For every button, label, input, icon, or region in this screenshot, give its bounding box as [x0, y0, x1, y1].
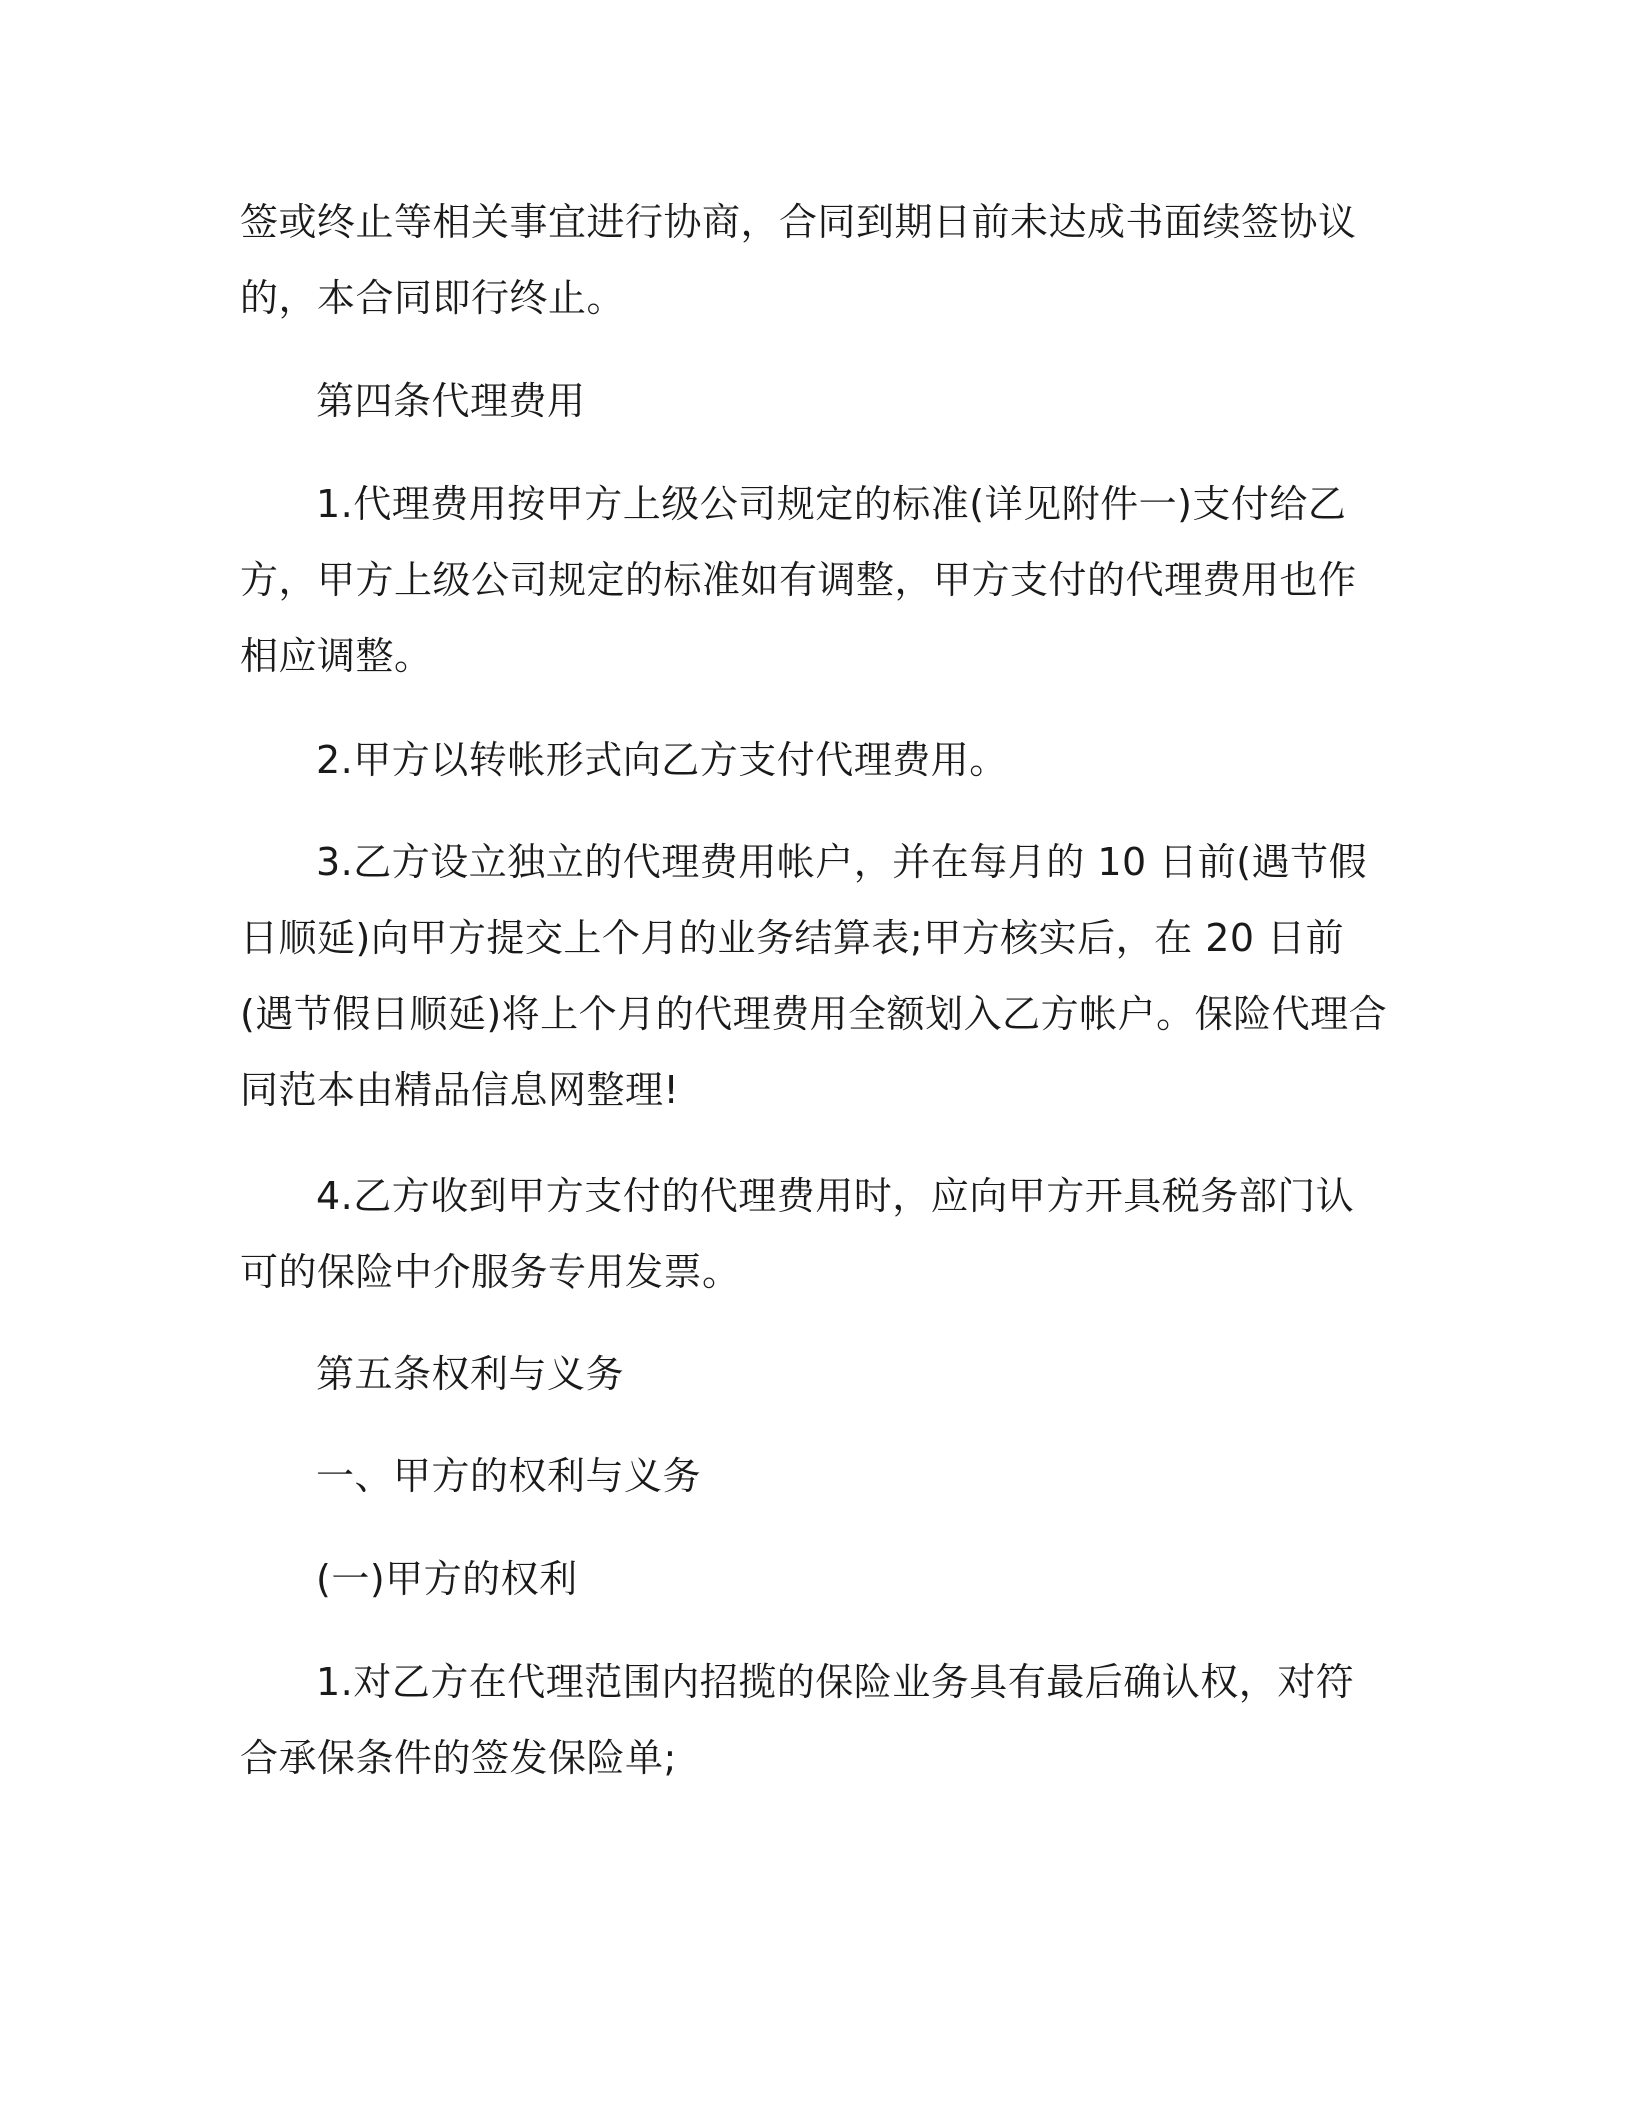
paragraph-contract-termination: 签或终止等相关事宜进行协商，合同到期日前未达成书面续签协议的，本合同即行终止。: [240, 200, 1357, 320]
paragraph-invoice: 4.乙方收到甲方支付的代理费用时，应向甲方开具税务部门认可的保险中介服务专用发票。: [240, 1174, 1355, 1294]
paragraph-fee-transfer: 2.甲方以转帐形式向乙方支付代理费用。: [316, 738, 1008, 782]
heading-party-a-rights-duties: 一、甲方的权利与义务: [316, 1454, 702, 1498]
paragraph-fee-account: 3.乙方设立独立的代理费用帐户，并在每月的 10 日前(遇节假日顺延)向甲方提交上个月的业务结算表;甲方核实后，在 20 日前(遇节假日顺延)将上个月的代理费用全额划入乙方帐户。保险代理合同范本由精品信息网整理!: [240, 840, 1388, 1112]
paragraph-fee-standard: 1.代理费用按甲方上级公司规定的标准(详见附件一)支付给乙方，甲方上级公司规定的标准如有调整，甲方支付的代理费用也作相应调整。: [240, 482, 1357, 678]
paragraph-final-confirmation-right: 1.对乙方在代理范围内招揽的保险业务具有最后确认权，对符合承保条件的签发保险单;: [240, 1660, 1355, 1780]
heading-article-4: 第四条代理费用: [316, 379, 586, 423]
heading-party-a-rights: (一)甲方的权利: [316, 1557, 578, 1601]
heading-article-5: 第五条权利与义务: [316, 1352, 625, 1396]
